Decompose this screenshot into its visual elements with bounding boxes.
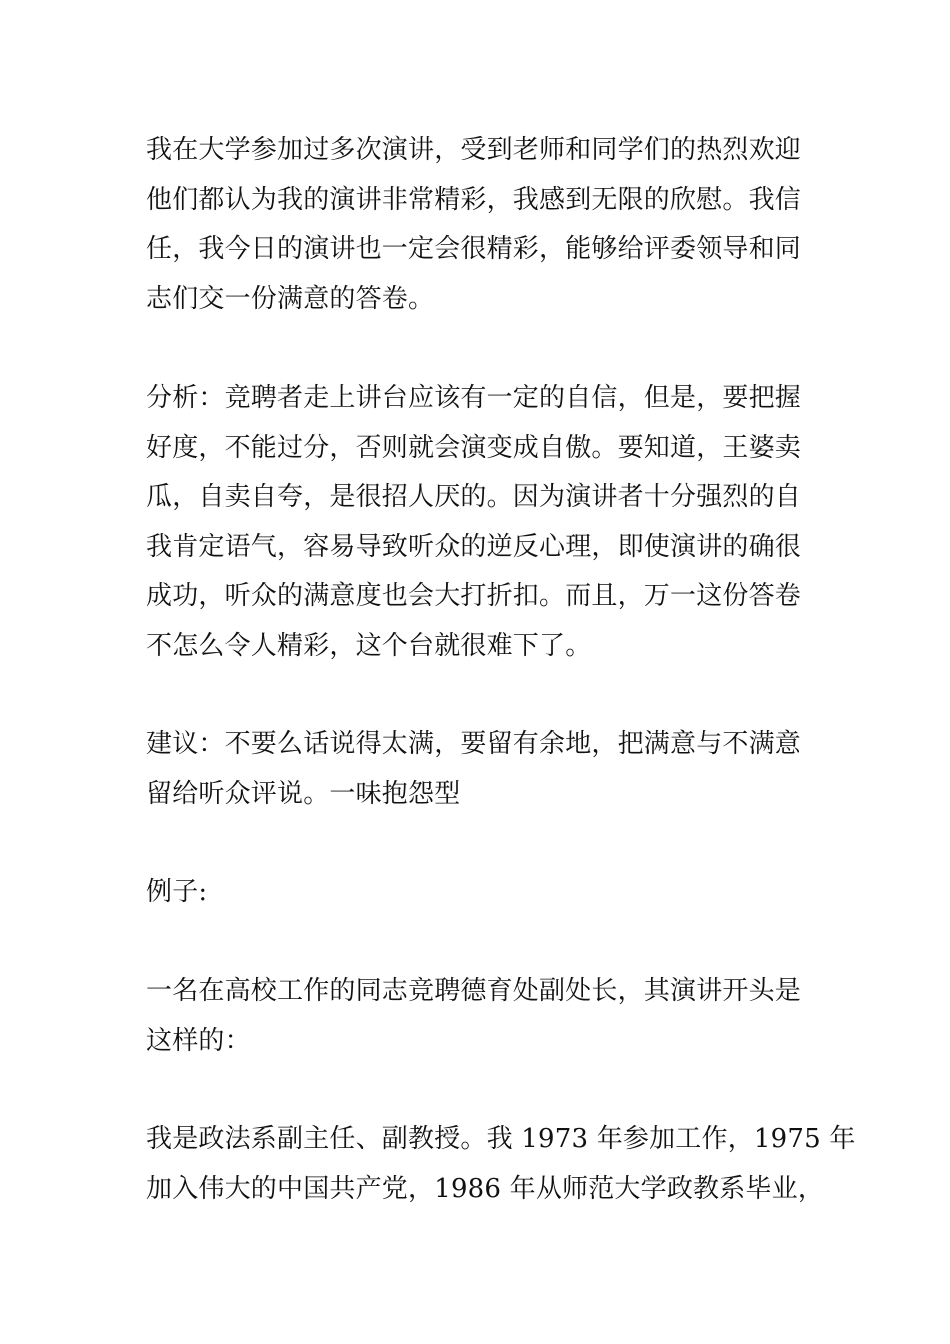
text-line: 这样的：	[146, 1025, 251, 1056]
paragraph-example-heading	[146, 868, 816, 918]
text-line: 分析：竞聘者走上讲台应该有一定的自信，但是，要把握	[146, 383, 802, 413]
text-line: 我在大学参加过多次演讲，受到老师和同学们的热烈欢迎	[146, 135, 802, 165]
paragraph-suggestion	[146, 720, 816, 819]
text-line: 我肯定语气，容易导致听众的逆反心理，即使演讲的确很	[146, 531, 802, 562]
paragraph-example-speech	[146, 1115, 856, 1214]
text-line: 他们都认为我的演讲非常精彩，我感到无限的欣慰。我信	[146, 184, 802, 215]
text-line: 成功，听众的满意度也会大打折扣。而且，万一这份答卷	[146, 581, 802, 611]
text-line: 例子:	[146, 877, 208, 907]
text-line: 好度，不能过分，否则就会演变成自傲。要知道，王婆卖	[146, 432, 802, 463]
paragraph-example-intro	[146, 967, 816, 1066]
text-line: 建议：不要么话说得太满，要留有余地，把满意与不满意	[146, 729, 802, 759]
text-line: 留给听众评说。一味抱怨型	[146, 778, 461, 809]
paragraph-analysis	[146, 374, 816, 671]
text-line: 任，我今日的演讲也一定会很精彩，能够给评委领导和同	[146, 234, 802, 264]
text-line: 不怎么令人精彩，这个台就很难下了。	[146, 630, 592, 661]
text-line: 志们交一份满意的答卷。	[146, 283, 435, 314]
text-line: 我是政法系副主任、副教授。我 1973 年参加工作，1975 年	[146, 1124, 856, 1154]
text-line: 一名在高校工作的同志竞聘德育处副处长，其演讲开头是	[146, 976, 802, 1006]
text-line: 加入伟大的中国共产党，1986 年从师范大学政教系毕业，	[146, 1173, 825, 1204]
paragraph-1	[146, 126, 816, 324]
text-line: 瓜，自卖自夸，是很招人厌的。因为演讲者十分强烈的自	[146, 482, 802, 512]
